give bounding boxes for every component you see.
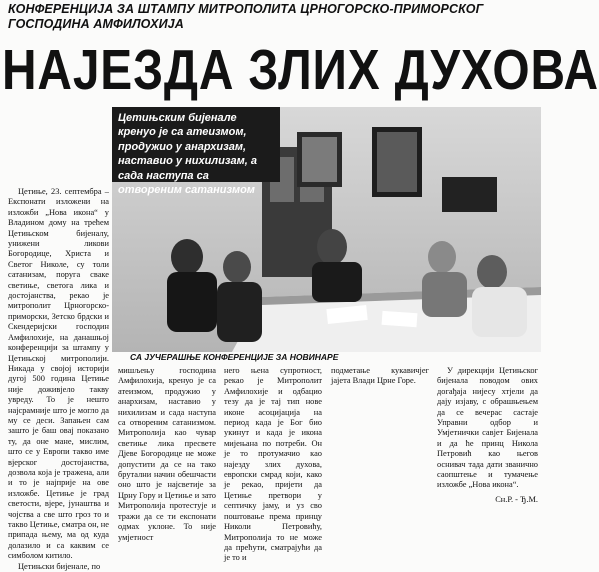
photo-caption: СА ЈУЧЕРАШЊЕ КОНФЕРЕНЦИЈЕ ЗА НОВИНАРЕ bbox=[130, 352, 339, 362]
column-1-paragraph: Цетиње, 23. септембра – Експонати изложени на изложби „Нова икона“ у Владином дому на трећем Цетињском бијеналу, унижени ликови Богородице, Христа и Светог Николе, су толи сатанизам, поруга сваке светиње, светога лика и достојанства, рекао је митрополит Црногорско-приморски, Зетско брдски и Скендеријски господин Амфилохије, на данашњој конференцији за штампу у Цетињској митрополији. Никада у својој историји дугој 500 година Цетиње није доживјело такву увреду. То је нешто најсрамније што је могло да му се деси. Запањен сам зашто је баш овај показано ту, да оне мане, мислим, што се у Европи такво име вјерског достојанства, дозвола која је тражена, али и то је најприје на ове изложбе. Цетиње је град светости, вјере, јунаштва и чојства а све што гроз то и такво Цетиње, сматра он, не припада њему, ма од куда долазило и са каквим се симболом китило. bbox=[8, 187, 109, 561]
main-headline: НАЈЕЗДА ЗЛИХ ДУХОВА bbox=[2, 38, 599, 102]
author-signature: Сн.Р. - Ђ.М. bbox=[495, 495, 538, 504]
article-column-2 bbox=[118, 366, 216, 542]
kicker-headline: КОНФЕРЕНЦИЈА ЗА ШТАМПУ МИТРОПОЛИТА ЦРНОГОРСКО-ПРИМОРСКОГ ГОСПОДИНА АМФИЛОХИЈА bbox=[8, 2, 484, 31]
column-4-paragraph: подметање кукавичјег јајета Влади Црне Горе. bbox=[331, 366, 429, 386]
column-5-paragraph: У дирекцији Цетињског бијенала поводом ових догађаја нијесу хтјели да дају изјаву, с обрашњењем да се вечерас састаје Управни одбор и Умјетнички савјет Бијенала и да ће принц Никола Петровић као његов оснивач тада дати званично саопштење и тумачење изложбе „Нова икона“. bbox=[437, 366, 538, 490]
article-column-3 bbox=[224, 366, 322, 563]
column-1-paragraph-end: Цетињски бијенале, по bbox=[18, 561, 101, 571]
article-column-5 bbox=[437, 366, 538, 494]
article-column-1 bbox=[8, 187, 109, 571]
column-3-paragraph: него њена супротност, рекао је Митрополит Амфилохије и одбацио тезу да је тај тип нове иконе асоцијација на период када је Бог био укинут и када је икона мијењана по потреби. Он је то протумачио као најезду злих духова, европски смрад који, како је рекао, пријети да Цетиње претвори у септичку јаму, и уз сво поштовање према принцу Николи Петровићу, Митрополија то не може да прећути, сматрајући да је то и bbox=[224, 366, 322, 563]
subheadline-deck: Цетињским бијенале кренуо је са атеизмом, продужио у анархизам, наставио у нихилизам, а сада наступа са отвореним сатанизмом bbox=[112, 107, 280, 182]
column-2-paragraph: мишљењу господина Амфилохија, кренуо је са атеизмом, продужио у анархизам, наставио у нихилизам и сада наступа са отвореним сатанизмом. Митрополија као чувар светиње лика пресвете Дјеве Богородице не може допустити да се на тако брутални начин обешчасти оно што је најсветије за Црну Гору и Цетиње и зато Митрополија протестује и тражи да се ти експонати одмах уклоне. То није умјетност bbox=[118, 366, 216, 542]
column-4-body bbox=[331, 366, 429, 387]
